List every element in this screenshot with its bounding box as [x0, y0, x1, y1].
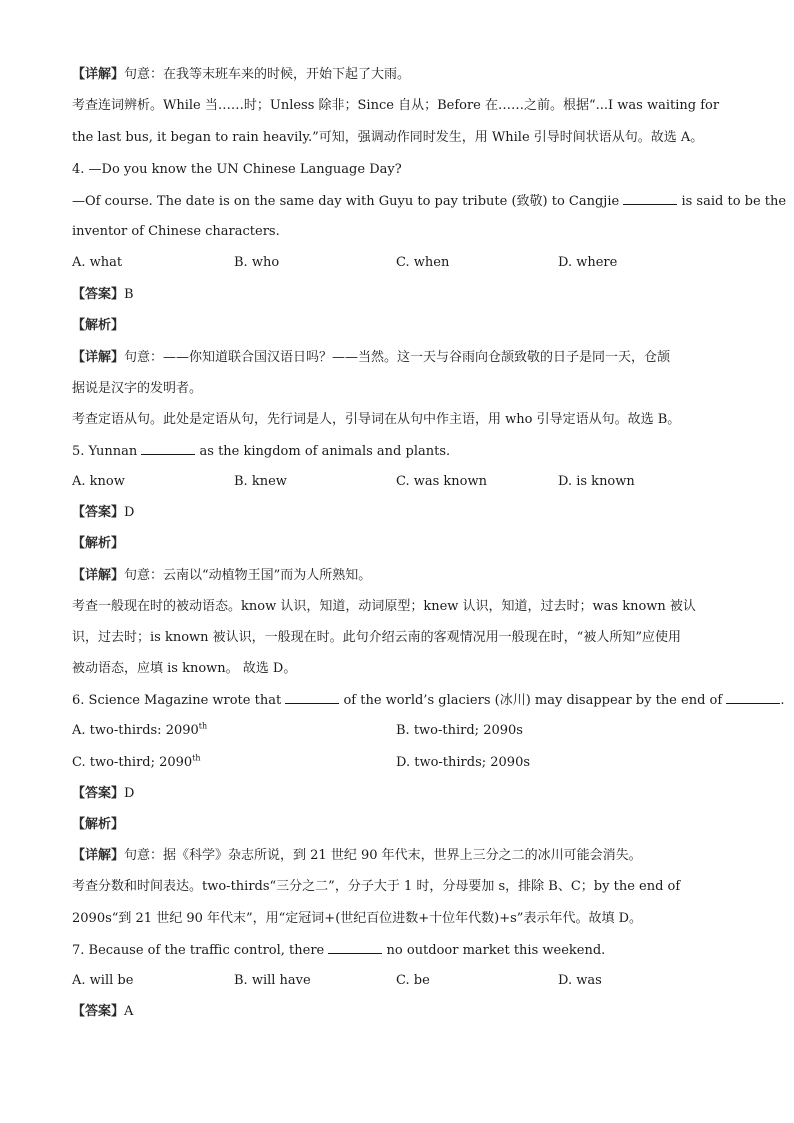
option-b: B. will have — [234, 973, 311, 988]
answer-line: 【答案】B — [72, 287, 134, 302]
option-a: A. what — [72, 255, 123, 270]
explanation-line: 【详解】句意：在我等末班车来的时候，开始下起了大雨。 — [72, 67, 411, 82]
option-b: B. two-third; 2090s — [396, 723, 523, 738]
option-c: C. when — [396, 255, 450, 270]
detail-tag: 【详解】 — [72, 67, 125, 82]
explanation-line: 2090s“到 21 世纪 90 年代末”，用“定冠词+(世纪百位进数+十位年代数)+s”表示年代。故填 D。 — [72, 911, 643, 926]
analysis-tag: 【解析】 — [72, 318, 125, 333]
analysis-tag: 【解析】 — [72, 817, 125, 832]
option-c: C. two-third; 2090th — [72, 753, 201, 770]
answer-tag: 【答案】 — [72, 505, 125, 520]
detail-tag: 【详解】 — [72, 350, 125, 365]
answer-line: 【答案】D — [72, 505, 135, 520]
question-line: —Of course. The date is on the same day with Guyu to pay tribute (致敬) to Cangjie is said to be the — [72, 194, 787, 209]
explanation-line: 【详解】句意：据《科学》杂志所说，到 21 世纪 90 年代末，世界上三分之二的冰川可能会消失。 — [72, 848, 642, 863]
detail-tag: 【详解】 — [72, 568, 125, 583]
detail-tag: 【详解】 — [72, 848, 125, 863]
answer-blank — [623, 192, 677, 205]
answer-blank — [285, 691, 339, 704]
option-d: D. is known — [558, 474, 635, 489]
option-b: B. who — [234, 255, 280, 270]
explanation-line: 考查定语从句。此处是定语从句，先行词是人，引导词在从句中作主语，用 who 引导定语从句。故选 B。 — [72, 412, 681, 427]
option-c: C. be — [396, 973, 430, 988]
option-a: A. will be — [72, 973, 134, 988]
question-6-stem: 6. Science Magazine wrote that of the world’s glaciers (冰川) may disappear by the end of . — [72, 693, 785, 708]
analysis-line — [72, 535, 124, 553]
explanation-line: 【详解】句意：云南以“动植物王国”而为人所熟知。 — [72, 568, 372, 583]
option-a: A. know — [72, 474, 125, 489]
question-line: inventor of Chinese characters. — [72, 224, 280, 239]
explanation-line: the last bus, it began to rain heavily.”可知，强调动作同时发生，用 While 引导时间状语从句。故选 A。 — [72, 130, 704, 145]
analysis-line — [72, 317, 124, 335]
option-c: C. was known — [396, 474, 488, 489]
explanation-line: 被动语态，应填 is known。 故选 D。 — [72, 661, 297, 676]
question-4-stem: 4. —Do you know the UN Chinese Language Day? — [72, 162, 402, 177]
question-5-stem: 5. Yunnan as the kingdom of animals and plants. — [72, 444, 451, 459]
analysis-line — [72, 816, 124, 834]
explanation-line: 【详解】句意：——你知道联合国汉语日吗？——当然。这一天与谷雨向仓颉致敬的日子是同一天，仓颉 — [72, 350, 671, 365]
option-d: D. was — [558, 973, 602, 988]
answer-tag: 【答案】 — [72, 287, 125, 302]
option-b: B. knew — [234, 474, 287, 489]
option-d: D. two-thirds; 2090s — [396, 755, 531, 770]
answer-tag: 【答案】 — [72, 786, 125, 801]
answer-tag: 【答案】 — [72, 1004, 125, 1019]
answer-blank — [141, 442, 195, 455]
explanation-line: 考查一般现在时的被动语态。know 认识，知道，动词原型；knew 认识，知道，过去时；was known 被认 — [72, 599, 696, 614]
answer-blank — [328, 941, 382, 954]
explanation-line: 据说是汉字的发明者。 — [72, 381, 203, 396]
option-d: D. where — [558, 255, 618, 270]
explanation-line: 考查分数和时间表达。two-thirds“三分之二”，分子大于 1 时，分母要加 s，排除 B、C；by the end of — [72, 879, 681, 894]
explanation-line: 识，过去时；is known 被认识，一般现在时。此句介绍云南的客观情况用一般现在时，“被人所知”应使用 — [72, 630, 681, 645]
option-a: A. two-thirds: 2090th — [72, 721, 208, 738]
answer-line: 【答案】D — [72, 786, 135, 801]
explanation-line: 考查连词辨析。While 当……时；Unless 除非；Since 自从；Before 在……之前。根据“...I was waiting for — [72, 98, 720, 113]
question-7-stem: 7. Because of the traffic control, there no outdoor market this weekend. — [72, 943, 606, 958]
analysis-tag: 【解析】 — [72, 536, 125, 551]
answer-blank — [726, 691, 780, 704]
answer-line: 【答案】A — [72, 1004, 134, 1019]
